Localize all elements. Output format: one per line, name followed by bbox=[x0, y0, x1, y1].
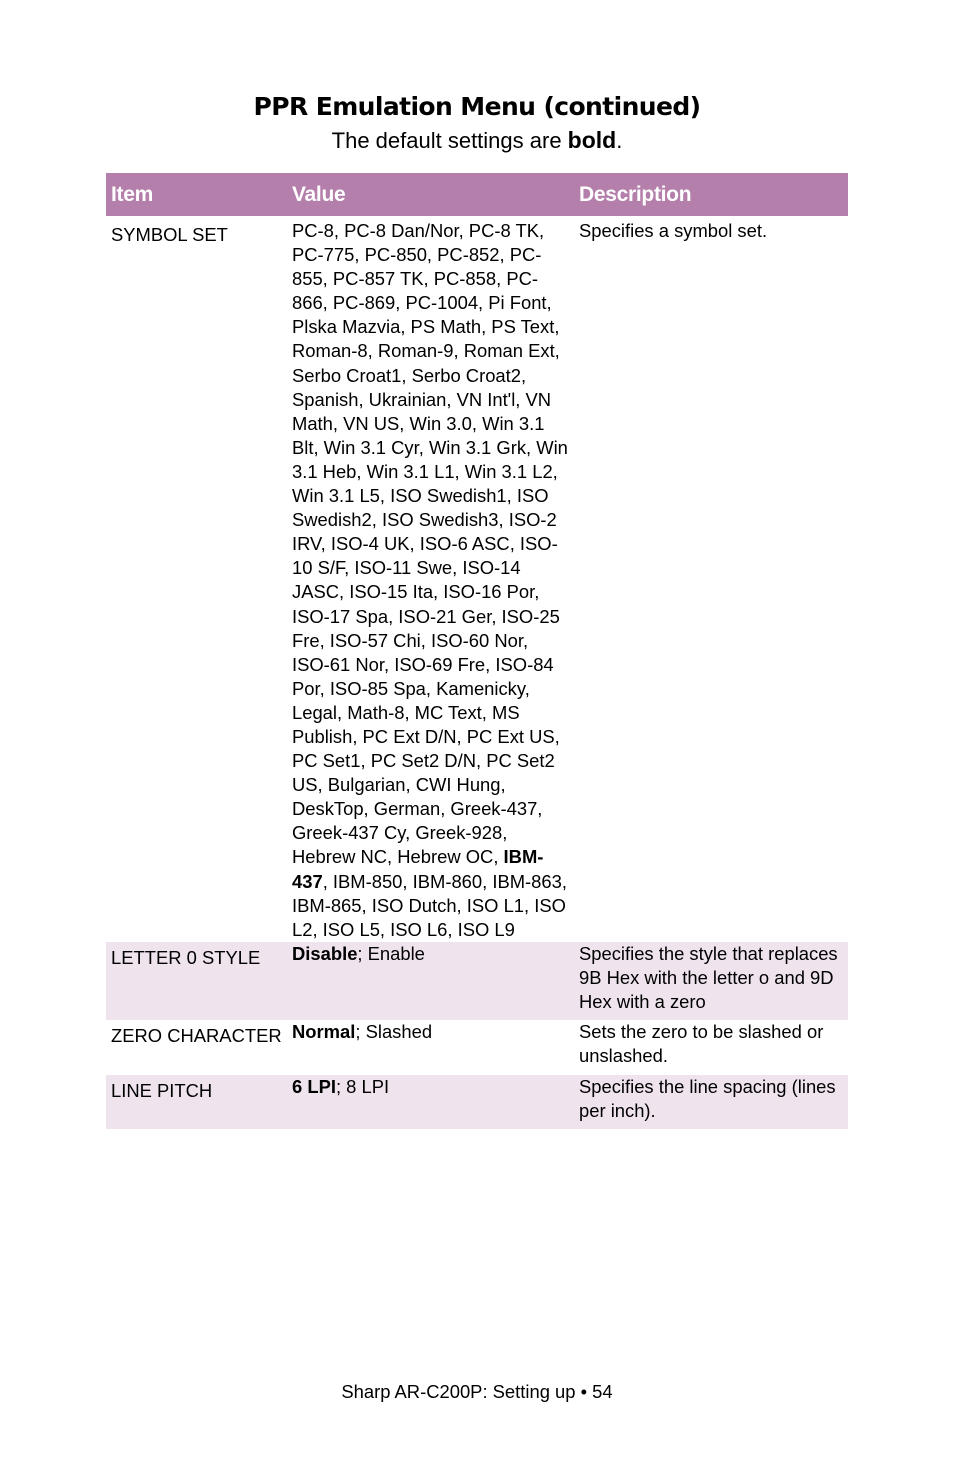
page-title: PPR Emulation Menu (continued) bbox=[253, 92, 701, 121]
row-description: Specifies the style that replaces 9B Hex with the letter o and 9D Hex with a zero bbox=[574, 942, 848, 1020]
subtitle-text: The default settings are bbox=[331, 128, 568, 153]
row-item: LETTER 0 STYLE bbox=[106, 942, 287, 1020]
default-value: Disable bbox=[292, 942, 358, 964]
value-text: ; Slashed bbox=[355, 1021, 433, 1043]
table-row bbox=[106, 216, 848, 942]
default-value: IBM-437 bbox=[292, 846, 544, 892]
page-footer: Sharp AR-C200P: Setting up • 54 bbox=[341, 1381, 613, 1402]
page-subtitle bbox=[0, 127, 954, 154]
table-row bbox=[106, 1020, 848, 1075]
row-description: Sets the zero to be slashed or unslashed. bbox=[579, 1021, 824, 1067]
subtitle-bold-word: bold bbox=[567, 127, 617, 153]
column-header-value: Value bbox=[287, 173, 574, 216]
table-row bbox=[106, 942, 848, 1020]
settings-table bbox=[106, 173, 848, 1129]
value-text: PC-8, PC-8 Dan/Nor, PC-8 TK, PC-775, PC-850, PC-852, PC-855, PC-857 TK, PC-858, PC-866, PC-869, PC-1004, Pi Font, Plska Mazvia, PS Math, PS Text, Roman-8, Roman-9, Roman Ext, Serbo Croat1, Serbo Croat2, Spanish, Ukrainian, VN Int'l, VN Math, VN US, Win 3.0, Win 3.1 Blt, Win 3.1 Cyr, Win 3.1 Grk, Win 3.1 Heb, Win 3.1 L1, Win 3.1 L2, Win 3.1 L5, ISO Swedish1, ISO Swedish2, ISO Swedish3, ISO-2 IRV, ISO-4 UK, ISO-6 ASC, ISO-10 S/F, ISO-11 Swe, ISO-14 JASC, ISO-15 Ita, ISO-16 Por, ISO-17 Spa, ISO-21 Ger, ISO-25 Fre, ISO-57 Chi, ISO-60 Nor, ISO-61 Nor, ISO-69 Fre, ISO-84 Por, ISO-85 Spa, Kamenicky, Legal, Math-8, MC Text, MS Publish, PC Ext D/N, PC Ext US, PC Set1, PC Set2 D/N, PC Set2 US, Bulgarian, CWI Hung, DeskTop, German, Greek-437, Greek-437 Cy, Greek-928, Hebrew NC, Hebrew OC, bbox=[292, 220, 568, 868]
value-text: ; 8 LPI bbox=[335, 1076, 390, 1098]
row-value bbox=[287, 942, 574, 1020]
table-header-row bbox=[106, 173, 848, 216]
row-description: Specifies a symbol set. bbox=[579, 220, 768, 241]
row-value bbox=[287, 216, 574, 942]
row-value bbox=[287, 1020, 574, 1075]
table-row bbox=[106, 1075, 848, 1129]
default-value: Normal bbox=[292, 1021, 356, 1043]
row-item: ZERO CHARACTER bbox=[111, 1025, 282, 1047]
row-value bbox=[287, 1075, 574, 1129]
row-description: Specifies the line spacing (lines per inch). bbox=[574, 1075, 848, 1129]
value-text: ; Enable bbox=[357, 942, 425, 964]
value-text: , IBM-850, IBM-860, IBM-863, IBM-865, ISO Dutch, ISO L1, ISO L2, ISO L5, ISO L6, ISO L9 bbox=[292, 870, 567, 940]
subtitle-suffix: . bbox=[616, 128, 623, 153]
row-item: LINE PITCH bbox=[106, 1075, 287, 1129]
column-header-item: Item bbox=[106, 173, 287, 216]
column-header-description: Description bbox=[574, 173, 848, 216]
row-item: SYMBOL SET bbox=[111, 224, 228, 245]
default-value: 6 LPI bbox=[292, 1076, 336, 1098]
